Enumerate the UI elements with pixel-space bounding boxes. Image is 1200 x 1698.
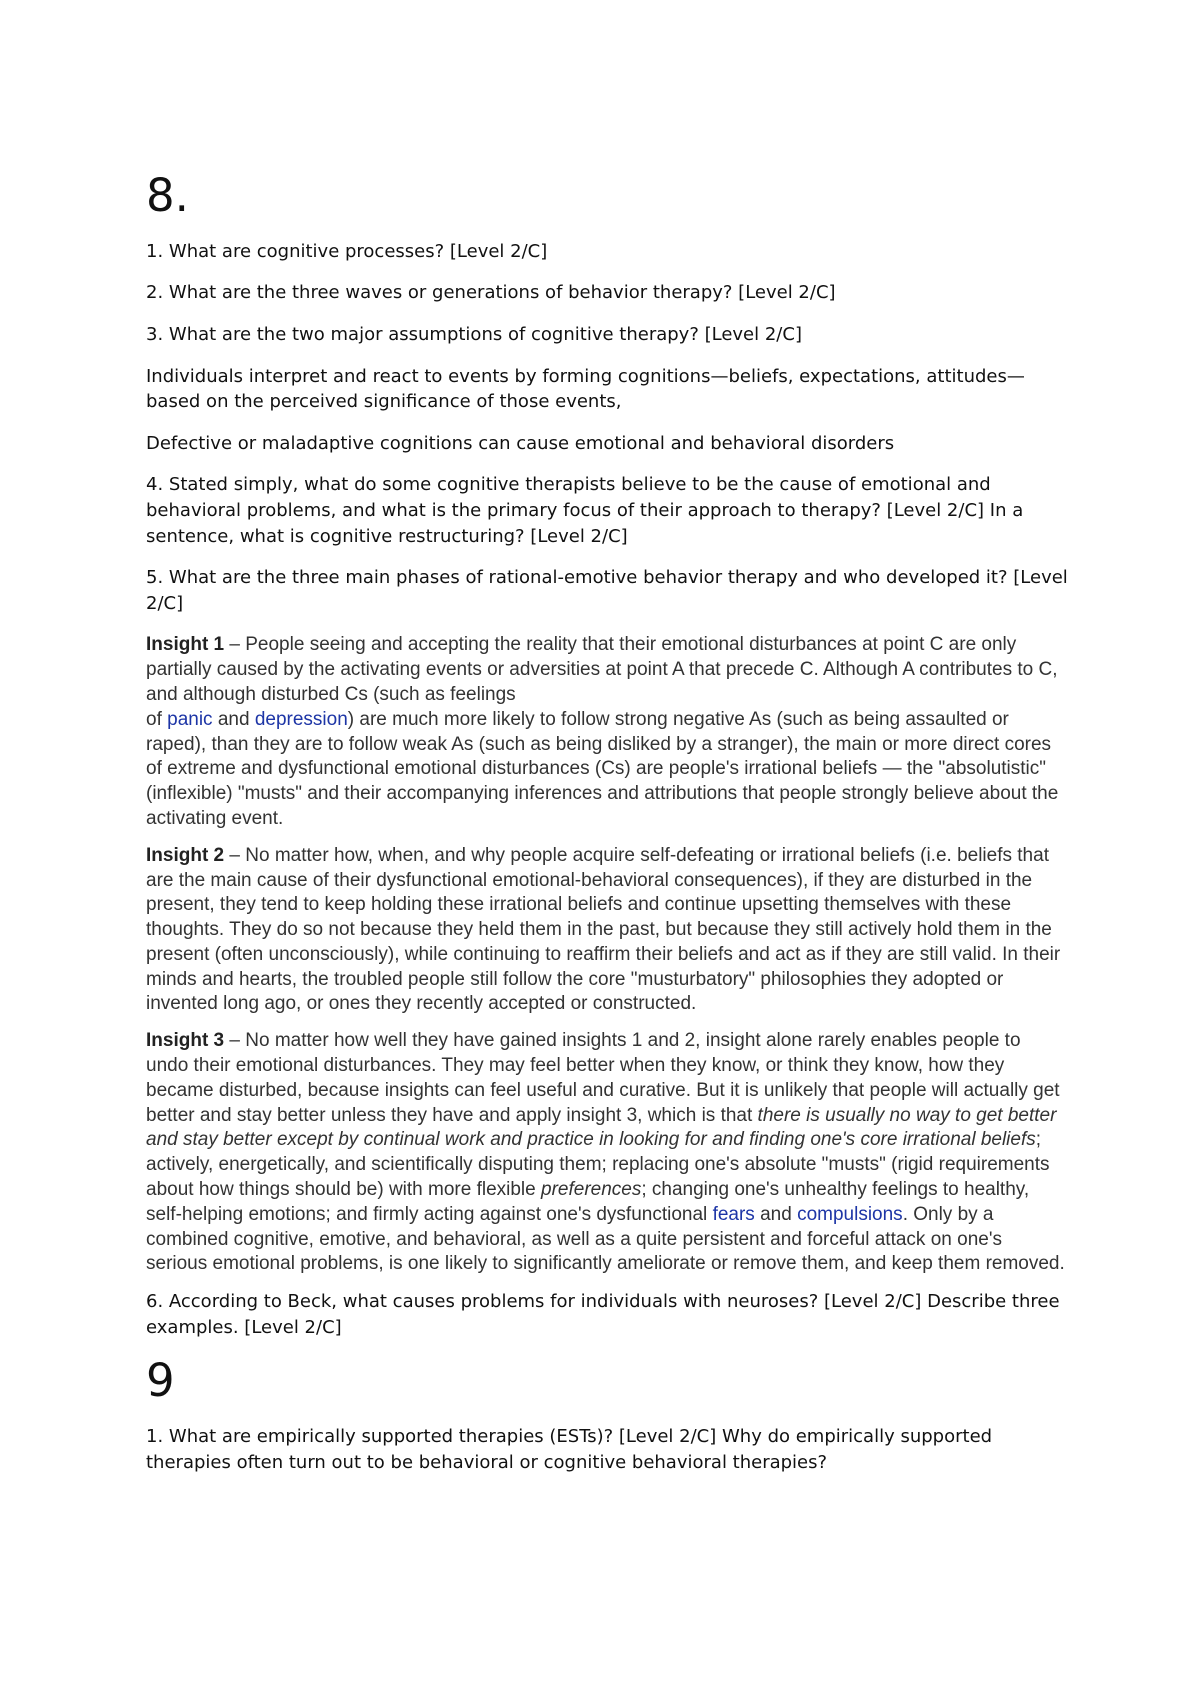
insight-3-emphasis: preferences	[541, 1179, 642, 1201]
insight-3-text: and	[754, 1203, 798, 1225]
insight-1-label: Insight 1	[146, 634, 225, 656]
insight-3-text: ; changing one's unhealthy feelings to healthy, self-helping emotions; and firmly acting against one's dysfunctional	[146, 1179, 1030, 1225]
insight-1-text: ) are much more likely to follow strong negative As (such as being assaulted or raped), than they are to follow weak As (such as being disliked by a stranger), the main or more direct cores of extreme and dysfunctional emotional disturbances (Cs) are people's irrational beliefs — the "absolutistic" (inflexible) "musts" and their accompanying inferences and attributions that people strongly believe about the activating event.	[146, 708, 1059, 829]
insight-1-text: – People seeing and accepting the reality that their emotional disturbances at point C are only partially caused by the activating events or adversities at point A that precede C. Although A contributes to C, and although disturbed Cs (such as feelings	[146, 634, 1058, 705]
insight-3-text: – No matter how well they have gained insights 1 and 2, insight alone rarely enables people to undo their emotional disturbances. They may feel better when they know, or think they know, how they became disturbed, because insights can feel useful and curative. But it is unlikely that people will actually get better and stay better unless they have and apply insight 3, which is that	[146, 1030, 1060, 1126]
insight-2-text: – No matter how, when, and why people acquire self-defeating or irrational beliefs (i.e. beliefs that are the main cause of their dysfunctional emotional-behavioral consequences), if they are disturbed in the present, they tend to keep holding these irrational beliefs and continue upsetting themselves with these thoughts. They do so not because they held them in the past, but because they still actively hold them in the present (often unconsciously), while continuing to reaffirm their beliefs and act as if they are still valid. In their minds and hearts, the troubled people still follow the core "musturbatory" philosophies they adopted or invented long ago, or ones they recently accepted or constructed.	[146, 844, 1061, 1015]
insight-1	[146, 633, 1068, 831]
insight-3-text: ; actively, energetically, and scientifically disputing them; replacing one's absolute "musts" (rigid requirements about how things should be) with more flexible	[146, 1129, 1050, 1201]
insight-1-text: and	[212, 708, 255, 730]
insight-3	[146, 1029, 1068, 1277]
link-compulsions[interactable]: compulsions	[797, 1203, 903, 1225]
section-8-heading: 8.	[146, 169, 189, 222]
insight-2	[146, 844, 1068, 1018]
insight-2-label: Insight 2	[146, 844, 225, 866]
insight-1-text: of	[146, 708, 168, 730]
question-8-1: 1. What are cognitive processes? [Level 2/C]	[146, 240, 548, 262]
question-8-4: 4. Stated simply, what do some cognitive therapists believe to be the cause of emotional and behavioral problems, and what is the primary focus of their approach to therapy? [Level 2/C] In a sentence, what is cognitive restructuring? [Level 2/C]	[146, 474, 1024, 547]
document-page	[146, 169, 1068, 1491]
question-8-3: 3. What are the two major assumptions of cognitive therapy? [Level 2/C]	[146, 323, 802, 345]
question-8-5: 5. What are the three main phases of rational-emotive behavior therapy and who developed it? [Level 2/C]	[146, 567, 1068, 614]
section-9-heading: 9	[146, 1354, 175, 1408]
link-panic[interactable]: panic	[167, 708, 213, 730]
link-fears[interactable]: fears	[712, 1203, 755, 1225]
insight-3-emphasis: there is usually no way to get better and stay better except by continual work and practice in looking for and finding one's core irrational beliefs	[146, 1104, 1057, 1151]
answer-8-3-assumption-2: Defective or maladaptive cognitions can cause emotional and behavioral disorders	[146, 432, 895, 454]
question-9-1: 1. What are empirically supported therapies (ESTs)? [Level 2/C] Why do empirically supported therapies often turn out to be behavioral or cognitive behavioral therapies?	[146, 1425, 993, 1473]
insight-3-text: . Only by a combined cognitive, emotive, and behavioral, as well as a quite persistent and forceful attack on one's serious emotional problems, is one likely to significantly ameliorate or remove them, and keep them removed.	[146, 1203, 1065, 1275]
question-8-2: 2. What are the three waves or generations of behavior therapy? [Level 2/C]	[146, 282, 836, 304]
question-8-6: 6. According to Beck, what causes problems for individuals with neuroses? [Level 2/C] Describe three examples. [Level 2/C]	[146, 1291, 1060, 1338]
insight-3-label: Insight 3	[146, 1030, 225, 1052]
link-depression[interactable]: depression	[254, 708, 348, 730]
answer-8-3-assumption-1: Individuals interpret and react to events by forming cognitions—beliefs, expectations, attitudes—based on the perceived significance of those events,	[146, 365, 1025, 413]
